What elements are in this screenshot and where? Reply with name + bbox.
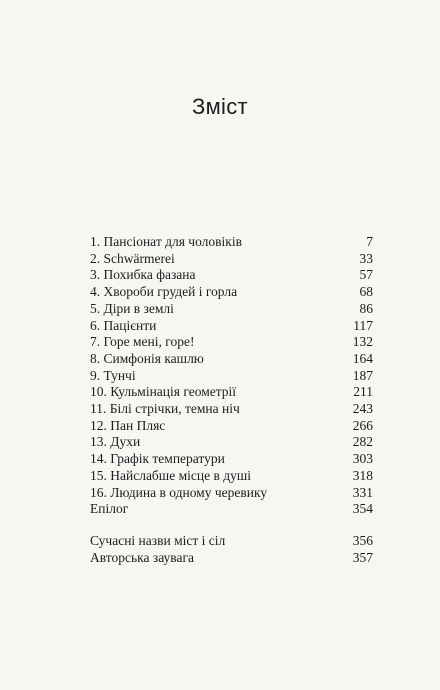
toc-entry[interactable] [90,284,373,301]
toc-entry[interactable] [90,468,373,485]
toc-entry-title: 2. Schwärmerei [90,250,175,266]
toc-entry-title: 3. Похибка фазана [90,267,196,283]
toc-entry[interactable] [90,451,373,468]
toc-entry-page: 164 [352,350,373,366]
toc-entry-title: Авторська заувага [90,549,194,565]
toc-entry-page: 282 [352,434,373,450]
toc-entry-title: 16. Людина в одному черевику [90,484,268,500]
toc-entry[interactable] [90,384,373,401]
toc-entry-title: 7. Горе мені, горе! [90,334,195,350]
toc-entry[interactable] [90,318,373,335]
toc-entry-title: Сучасні назви міст і сіл [90,533,226,548]
page-title: Зміст [192,94,248,119]
toc-entry-page: 117 [353,317,373,333]
toc-entry-page: 318 [352,467,373,483]
toc-entry-page: 354 [352,501,373,517]
toc-entry-page: 7 [366,234,373,249]
toc-entry-page: 357 [352,549,373,565]
toc-entry-page: 187 [352,367,373,383]
toc-entry[interactable] [90,334,373,351]
table-of-contents [90,234,373,518]
toc-entry-title: 14. Графік температури [90,451,225,467]
toc-entry-title: 6. Пацієнти [90,317,157,333]
toc-entry-page: 243 [352,401,373,417]
toc-entry[interactable] [90,234,373,251]
toc-entry[interactable] [90,301,373,318]
toc-entry-title: 1. Пансіонат для чоловіків [90,234,242,249]
toc-entry-title: 15. Найслабше місце в душі [90,467,251,483]
toc-entry-title: 11. Білі стрічки, темна ніч [90,401,240,417]
toc-entry-title: 5. Діри в землі [90,300,174,316]
toc-entry-page: 132 [352,334,373,350]
toc-entry[interactable] [90,533,373,550]
toc-entry-title: 12. Пан Пляс [90,417,166,433]
toc-entry-title: 9. Тунчі [90,367,136,383]
toc-entry[interactable] [90,267,373,284]
toc-entry[interactable] [90,434,373,451]
toc-entry[interactable] [90,418,373,435]
toc-entry-page: 33 [359,250,373,266]
toc-entry-page: 86 [359,300,373,316]
toc-entry-page: 331 [352,484,373,500]
toc-entry[interactable] [90,251,373,268]
toc-entry[interactable] [90,501,373,518]
toc-entry-page: 266 [352,417,373,433]
toc-entry-page: 356 [352,533,373,548]
toc-entry-page: 68 [359,284,373,300]
toc-entry-page: 211 [353,384,373,400]
toc-entry[interactable] [90,550,373,567]
toc-entry-page: 57 [359,267,373,283]
toc-entry[interactable] [90,351,373,368]
toc-entry-title: Епілог [90,501,129,517]
toc-appendix [90,533,373,566]
toc-entry[interactable] [90,368,373,385]
toc-entry[interactable] [90,485,373,502]
toc-entry-title: 13. Духи [90,434,141,450]
toc-entry-title: 4. Хвороби грудей і горла [90,284,238,300]
toc-entry-title: 10. Кульмінація геометрії [90,384,237,400]
toc-entry[interactable] [90,401,373,418]
toc-entry-page: 303 [352,451,373,467]
toc-entry-title: 8. Симфонія кашлю [90,350,204,366]
